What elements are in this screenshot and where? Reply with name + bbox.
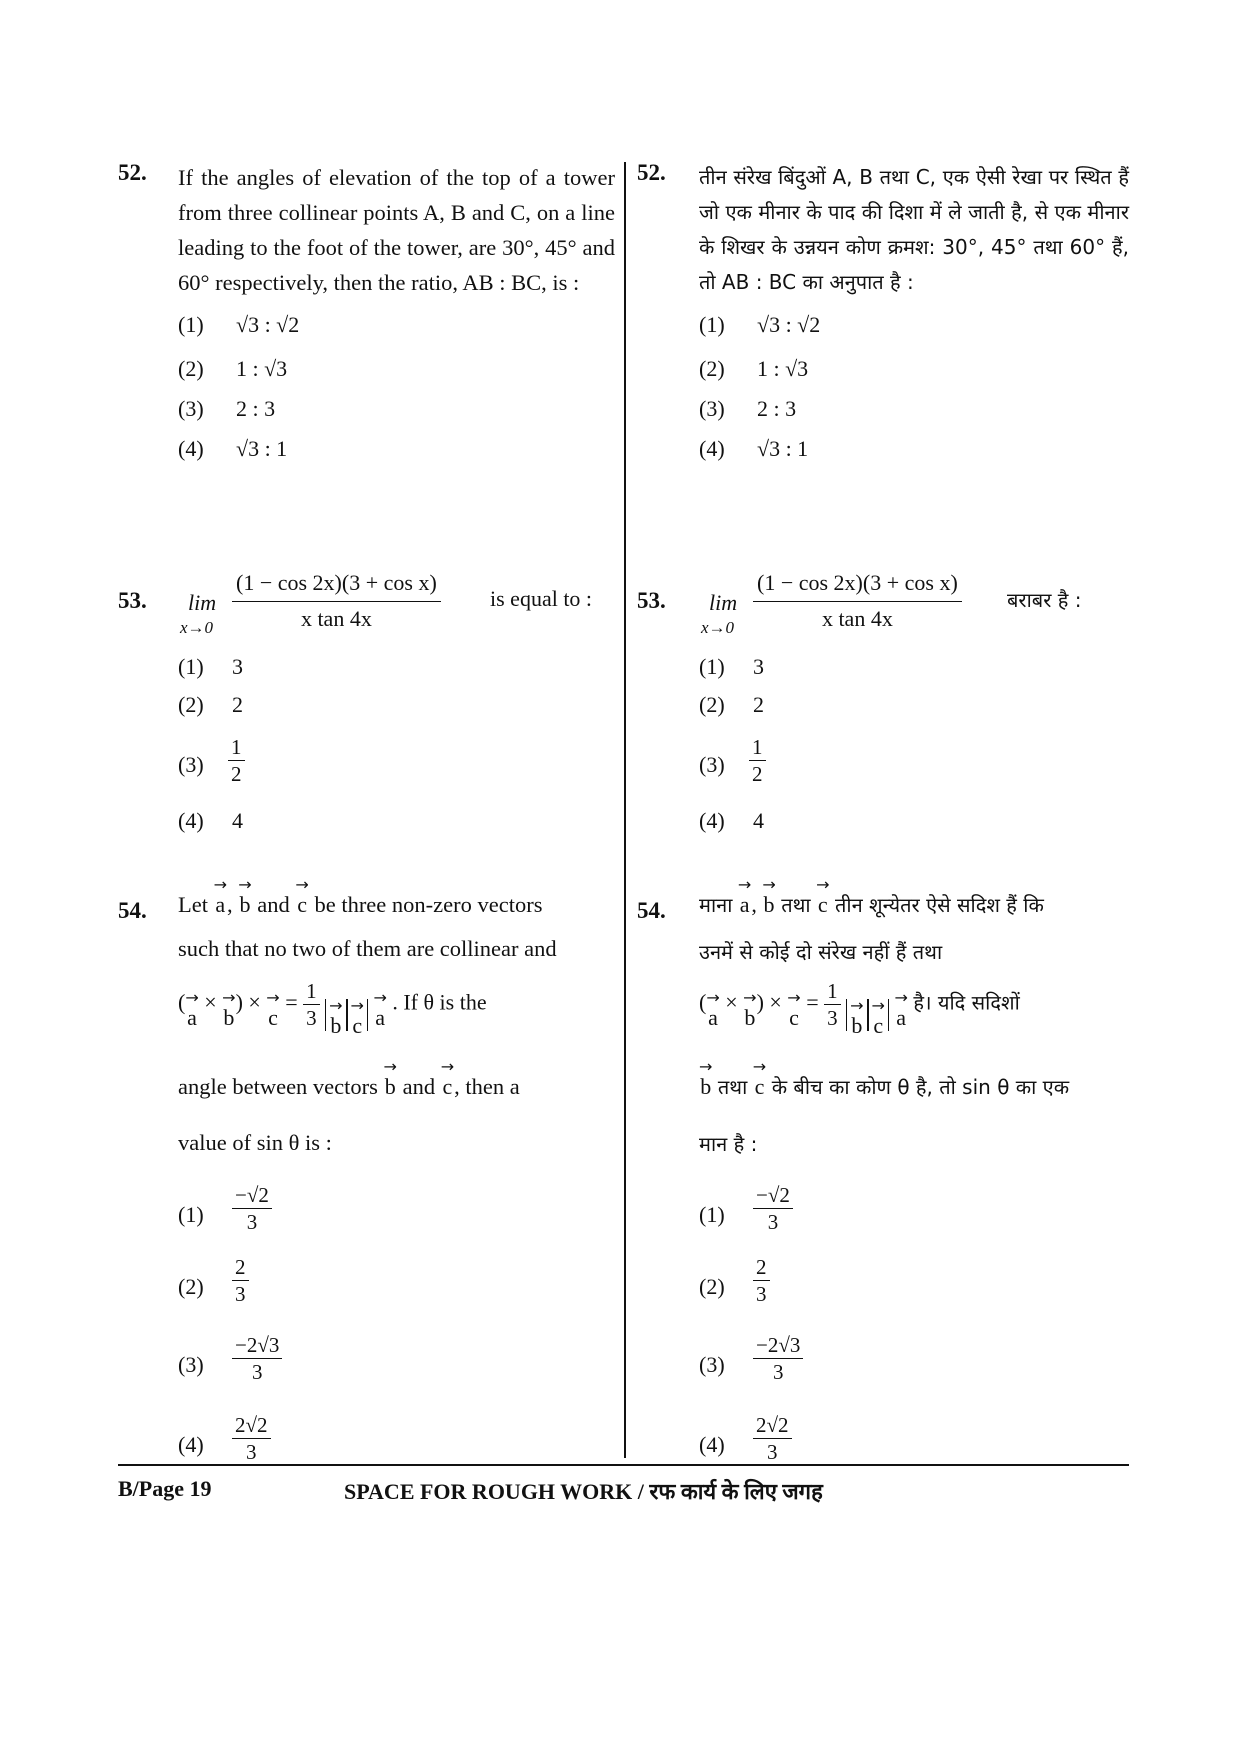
abs-b: → b (325, 999, 346, 1031)
option-label: (3) (178, 752, 204, 777)
text-mana: माना (699, 893, 733, 917)
limit-expression (699, 568, 1129, 648)
option-value (749, 734, 766, 787)
option-value: √3 : √2 (757, 312, 821, 337)
option-label: (4) (699, 1432, 725, 1457)
coefficient-fraction: $\frac{1}{3}$ (824, 978, 841, 1031)
option-label: (3) (178, 1352, 204, 1377)
text-line4-post: के बीच का कोण θ है, तो sin θ का एक (771, 1075, 1070, 1099)
lim-subscript: x→0 (701, 618, 735, 637)
option-value: 1 : √3 (757, 356, 809, 381)
abs-c: → c (347, 999, 368, 1031)
fraction (749, 734, 766, 787)
option-label: (3) (699, 396, 725, 421)
vector-c: → c (440, 1057, 455, 1099)
q54-line-5: value of sin θ is : (178, 1130, 332, 1155)
fraction: $\frac{-2√3}{3}$ (232, 1332, 282, 1385)
q54-line-5: मान है : (699, 1132, 758, 1156)
option-value (228, 734, 245, 787)
text-line3-post: है। यदि सदिशों (913, 990, 1020, 1015)
option-value: 3 (232, 654, 243, 679)
option-label: (3) (178, 396, 204, 421)
option-value (232, 1332, 282, 1385)
question-number: 53. (637, 588, 666, 613)
limit-denominator: x tan 4x (300, 606, 372, 631)
question-number: 54. (118, 898, 147, 923)
option-label: (1) (178, 1202, 204, 1227)
option-value (232, 1412, 271, 1465)
option-label: (2) (699, 1274, 725, 1299)
option-value: √3 : 1 (236, 436, 288, 461)
page-number: B/Page 19 (118, 1476, 212, 1501)
vector-b: → b (762, 875, 776, 917)
text-tatha: तथा (781, 893, 811, 917)
fraction-denominator: 2 (231, 762, 242, 786)
question-number: 54. (637, 898, 666, 923)
option-value: 2 : 3 (757, 396, 797, 421)
option-label: (4) (178, 436, 204, 461)
option-value (753, 1254, 770, 1307)
option-value (232, 1182, 272, 1235)
vector-c: → c (752, 1057, 767, 1099)
option-label: (2) (178, 692, 204, 717)
option-value: √3 : √2 (236, 312, 300, 337)
limit-fraction (753, 568, 962, 633)
lim-subscript: x→0 (180, 618, 214, 637)
question-number: 52. (637, 160, 666, 185)
option-label: (4) (178, 808, 204, 833)
option-value (753, 1332, 803, 1385)
option-value: 1 : √3 (236, 356, 288, 381)
option-label: (2) (178, 356, 204, 381)
q54-line-1: माना → a , → b तथा → c तीन शून्येतर ऐसे सदिश हैं कि (699, 875, 1044, 917)
q54-line-3: ( → a × → b ) × → c = $\frac{1}{3}$ → b → c → a . If θ is the (178, 979, 487, 1038)
fraction: $\frac{-√2}{3}$ (232, 1182, 272, 1235)
fraction-numerator: 1 (749, 734, 766, 761)
option-label: (3) (699, 752, 725, 777)
text-let: Let (178, 892, 208, 917)
vector-a: → a (737, 875, 752, 917)
vector-b: → b (383, 1057, 397, 1099)
vector-a: → a (373, 988, 387, 1030)
vector-b: → b (699, 1057, 713, 1099)
option-value: 4 (753, 808, 764, 833)
question-number: 52. (118, 160, 147, 185)
option-label: (3) (699, 1352, 725, 1377)
fraction: $\frac{2√2}{3}$ (232, 1412, 271, 1465)
option-label: (1) (699, 312, 725, 337)
vector-b: → b (238, 875, 252, 917)
option-value: 4 (232, 808, 243, 833)
q54-line-3: ( → a × → b ) × → c = $\frac{1}{3}$ → b → c → a है। यदि सदिशों (699, 979, 1020, 1038)
limit-denominator: x tan 4x (821, 606, 893, 631)
limit-fraction (232, 568, 441, 633)
text-line3-post: . If θ is the (392, 989, 487, 1015)
option-value (753, 1412, 792, 1465)
vector-a: → a (185, 988, 199, 1030)
rough-work-label: SPACE FOR ROUGH WORK / रफ कार्य के लिए जगह (344, 1479, 823, 1504)
option-label: (2) (699, 692, 725, 717)
text-line4-pre: angle between vectors (178, 1074, 378, 1099)
question-tail: बराबर है : (1007, 588, 1082, 612)
fraction (228, 734, 245, 787)
q54-line-4 (699, 1057, 1129, 1120)
lim-word: lim (709, 590, 738, 615)
option-label: (1) (178, 312, 204, 337)
abs-b: → b (846, 999, 867, 1031)
fraction: $\frac{2}{3}$ (232, 1254, 249, 1307)
coefficient-fraction: $\frac{1}{3}$ (303, 978, 320, 1031)
limit-expression (178, 568, 615, 648)
option-label: (4) (699, 808, 725, 833)
q54-line-2: such that no two of them are collinear and (178, 936, 557, 961)
vector-b: → b (743, 988, 757, 1030)
fraction: $\frac{2}{3}$ (753, 1254, 770, 1307)
q54-line-2: उनमें से कोई दो संरेख नहीं हैं तथा (699, 940, 943, 964)
option-label: (2) (699, 356, 725, 381)
option-label: (1) (699, 654, 725, 679)
question-text: तीन संरेख बिंदुओं A, B तथा C, एक ऐसी रेखा पर स्थित हैं जो एक मीनार के पाद की दिशा में ले जाती है, से एक मीनार के शिखर के उन्नयन कोण क्रमश: 30°, 45° तथा 60° हैं, तो AB : BC का अनुपात है : (699, 165, 1129, 294)
fraction: $\frac{-√2}{3}$ (753, 1182, 793, 1235)
option-label: (4) (178, 1432, 204, 1457)
option-label: (4) (699, 436, 725, 461)
q54-line-1: Let → a , → b and → c be three non-zero vectors (178, 875, 543, 917)
option-value: 2 (232, 692, 243, 717)
fraction-denominator: 2 (752, 762, 763, 786)
vector-c: → c (816, 875, 830, 917)
vector-b: → b (222, 988, 236, 1030)
option-value: √3 : 1 (757, 436, 809, 461)
option-label: (1) (178, 654, 204, 679)
option-value (753, 1182, 793, 1235)
vector-a: → a (706, 988, 720, 1030)
q54-line-4 (178, 1057, 615, 1120)
vector-a: → a (213, 875, 228, 917)
question-tail: is equal to : (490, 586, 593, 611)
option-value: 2 (753, 692, 764, 717)
text-and: and (402, 1074, 436, 1099)
option-value: 3 (753, 654, 764, 679)
fraction: $\frac{-2√3}{3}$ (753, 1332, 803, 1385)
question-number: 53. (118, 588, 147, 613)
lim-word: lim (188, 590, 217, 615)
text-tatha: तथा (717, 1075, 748, 1099)
vector-a: → a (894, 988, 908, 1030)
fraction: $\frac{2√2}{3}$ (753, 1412, 792, 1465)
vector-c: → c (787, 988, 801, 1030)
text-and: and (257, 892, 290, 917)
option-label: (1) (699, 1202, 725, 1227)
option-value: 2 : 3 (236, 396, 276, 421)
option-label: (2) (178, 1274, 204, 1299)
question-text: If the angles of elevation of the top of a tower from three collinear points A, B and C, on a line leading to the foot of the tower, are 30°, 45° and 60° respectively, then the ratio, AB : BC, is : (178, 165, 615, 295)
text-line1-post: be three non-zero vectors (314, 892, 543, 917)
vector-c: → c (295, 875, 309, 917)
abs-c: → c (868, 999, 889, 1031)
limit-numerator: (1 − cos 2x)(3 + cos x) (753, 568, 962, 602)
option-value (232, 1254, 249, 1307)
fraction-numerator: 1 (228, 734, 245, 761)
text-line4-post: , then a (454, 1074, 520, 1099)
vector-c: → c (266, 988, 280, 1030)
limit-numerator: (1 − cos 2x)(3 + cos x) (232, 568, 441, 602)
text-line1-post: तीन शून्येतर ऐसे सदिश हैं कि (835, 893, 1044, 917)
column-divider (624, 162, 626, 1458)
